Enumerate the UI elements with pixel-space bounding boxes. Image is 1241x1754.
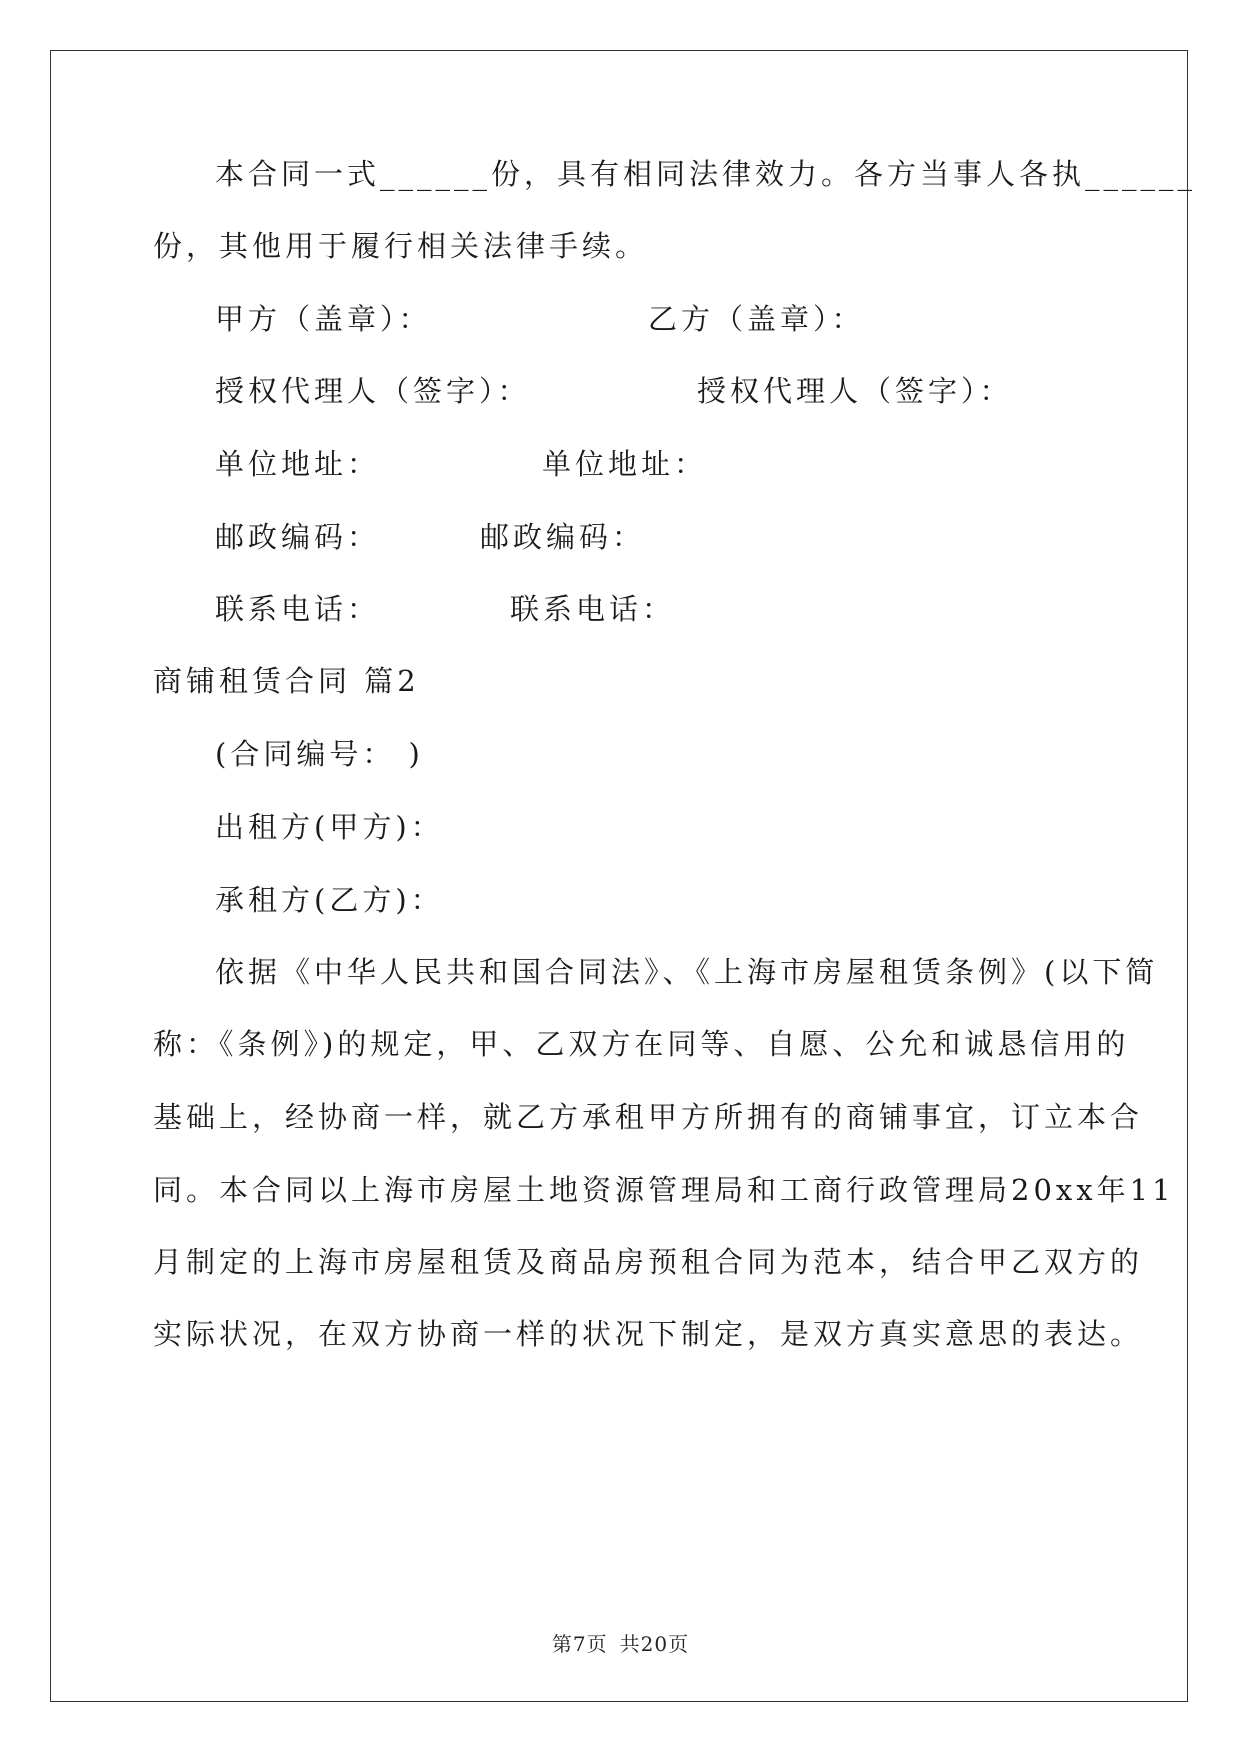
phone-b-label: 联系电话：: [510, 592, 676, 626]
body-line: 称：《条例》)的规定，甲、乙双方在同等、自愿、公允和诚恳信用的: [153, 1027, 1130, 1061]
page-number: 第7页: [551, 1632, 608, 1656]
body-line: 基础上，经协商一样，就乙方承租甲方所拥有的商铺事宜，订立本合: [153, 1100, 1144, 1134]
postcode-b-label: 邮政编码：: [480, 520, 646, 554]
body-line: 依据《中华人民共和国合同法》、《上海市房屋租赁条例》(以下简: [215, 955, 1159, 989]
body-line: 同。本合同以上海市房屋土地资源管理局和工商行政管理局20xx年11: [153, 1173, 1175, 1207]
copies-text-b: 份，具有相同法律效力。各方当事人各执: [491, 157, 1086, 191]
agent-b-label: 授权代理人（签字）：: [697, 374, 1013, 408]
body-line: 月制定的上海市房屋租赁及商品房预租合同为范本，结合甲乙双方的: [153, 1245, 1144, 1279]
phone-a-label: 联系电话：: [215, 592, 381, 626]
address-a-label: 单位地址：: [215, 447, 381, 481]
paragraph-copies: [215, 157, 1197, 191]
contract-number: (合同编号： ): [215, 737, 424, 771]
party-a-seal-label: 甲方（盖章）：: [215, 302, 432, 336]
lessor-label: 出租方(甲方)：: [215, 810, 444, 844]
copies-text-a: 本合同一式: [215, 157, 381, 191]
paragraph-copies-cont: 份，其他用于履行相关法律手续。: [153, 229, 649, 263]
copies-blank-2: ______: [1085, 157, 1197, 191]
lessee-label: 承租方(乙方)：: [215, 883, 444, 917]
page-border: [50, 50, 1188, 1702]
address-b-label: 单位地址：: [542, 447, 708, 481]
agent-a-label: 授权代理人（签字）：: [215, 374, 531, 408]
postcode-a-label: 邮政编码：: [215, 520, 381, 554]
body-line: 实际状况，在双方协商一样的状况下制定，是双方真实意思的表达。: [153, 1317, 1144, 1351]
page-total: 共20页: [619, 1632, 690, 1656]
party-b-seal-label: 乙方（盖章）：: [648, 302, 865, 336]
copies-blank-1: ______: [380, 157, 492, 191]
page-footer: [0, 1628, 1241, 1657]
section-title: 商铺租赁合同 篇2: [153, 664, 420, 698]
